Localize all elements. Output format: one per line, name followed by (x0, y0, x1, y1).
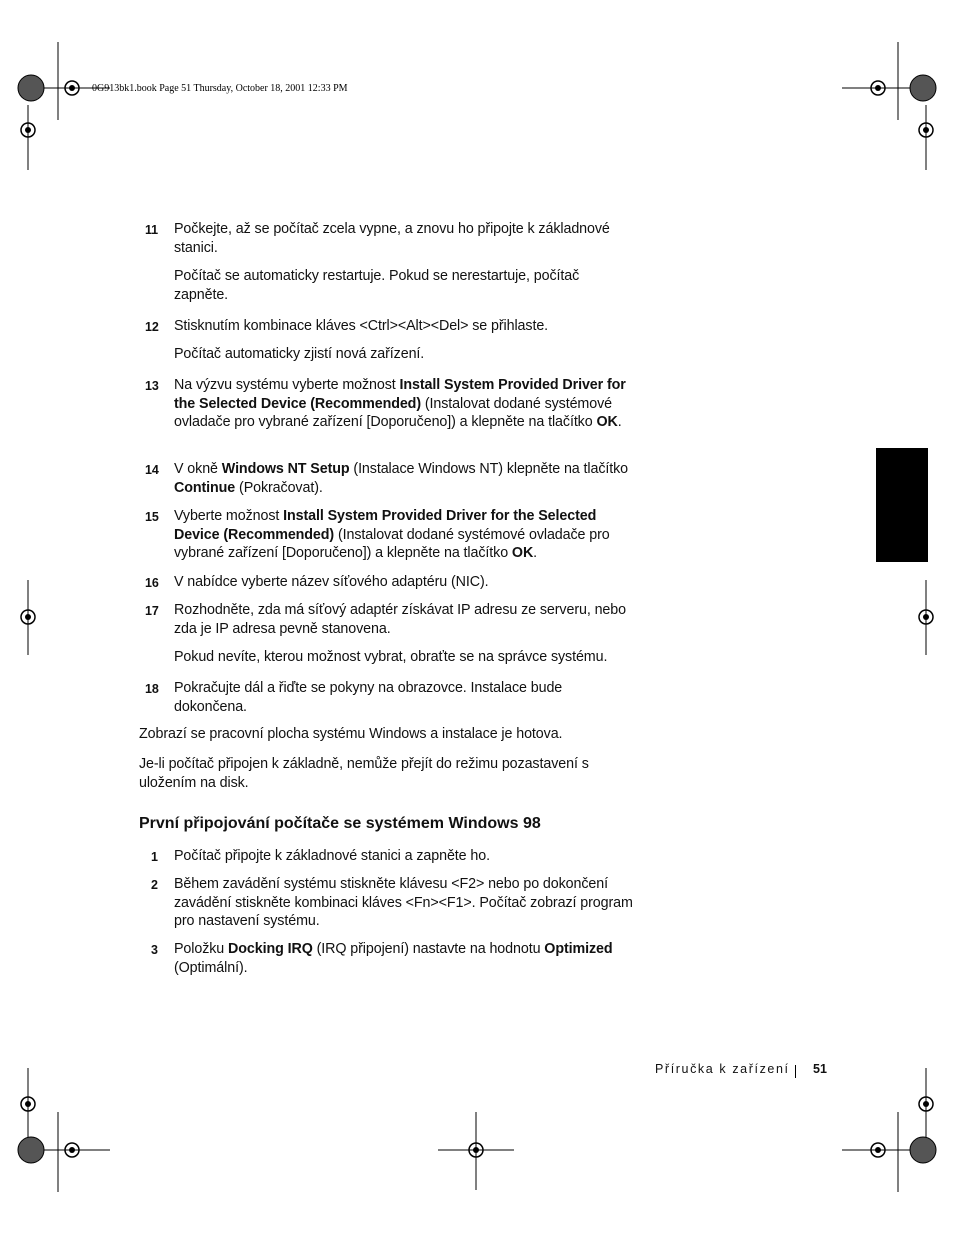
step-text: Počítač připojte k základnové stanici a zapněte ho. (174, 848, 490, 864)
step-number: 18 (145, 682, 159, 696)
step-number: 14 (145, 463, 159, 477)
step-3 (145, 940, 635, 977)
step-17-note: Pokud nevíte, kterou možnost vybrat, obraťte se na správce systému. (174, 649, 608, 665)
option-name: Install System Provided Driver for the Selected Device (Recommended) (174, 377, 626, 412)
page-number: 51 (813, 1062, 827, 1076)
step-text: Stisknutím kombinace kláves <Ctrl><Alt><Del> se přihlaste. (174, 318, 549, 334)
window-name: Windows NT Setup (221, 461, 350, 477)
step-number: 13 (145, 379, 159, 393)
button-name: OK (596, 414, 618, 431)
footer-divider (795, 1065, 796, 1078)
step-number: 17 (145, 604, 159, 618)
step-11 (145, 220, 635, 257)
step-number: 11 (145, 223, 159, 237)
step-13 (145, 376, 635, 432)
section-tab (876, 448, 928, 562)
step-12 (145, 317, 635, 336)
section-heading: První připojování počítače se systémem Windows 98 (139, 815, 541, 832)
step-text: V nabídce vyberte název síťového adaptéru (NIC). (174, 574, 489, 590)
option-name: Install System Provided Driver for the Selected Device (Recommended) (174, 508, 597, 543)
step-number: 1 (151, 850, 158, 864)
step-number: 3 (151, 943, 158, 957)
step-15 (145, 507, 635, 563)
setting-value: Optimized (544, 941, 613, 957)
paragraph: Je-li počítač připojen k základně, nemůže přejít do režimu pozastavení s uložením na disk. (139, 756, 589, 791)
step-number: 15 (145, 510, 159, 524)
step-number: 12 (145, 320, 159, 334)
step-number: 2 (151, 878, 158, 892)
setting-name: Docking IRQ (228, 941, 313, 957)
step-text: Během zavádění systému stiskněte klávesu <F2> nebo po dokončení zavádění stiskněte kombinaci kláves <Fn><F1>. Počítač zobrazí program pro nastavení systému. (174, 876, 633, 930)
step-text: Vyberte možnost Install System Provided Driver for the Selected Device (Recommended) (Instalovat dodané systémové ovladače pro vybrané zařízení [Doporučeno]) a klepněte na tlačítko OK. (174, 508, 610, 562)
step-text: Položku Docking IRQ (IRQ připojení) nastavte na hodnotu Optimized (Optimální). (174, 941, 613, 976)
button-name: Continue (174, 479, 236, 496)
step-12-note: Počítač automaticky zjistí nová zařízení. (174, 346, 425, 362)
step-text: Počkejte, až se počítač zcela vypne, a znovu ho připojte k základnové stanici. (174, 221, 610, 256)
step-16 (145, 573, 635, 592)
button-name: OK (511, 545, 534, 562)
step-number: 16 (145, 576, 159, 590)
step-text: V okně Windows NT Setup (Instalace Windows NT) klepněte na tlačítko Continue (Pokračovat). (174, 461, 629, 496)
step-text: Pokračujte dál a řiďte se pokyny na obrazovce. Instalace bude dokončena. (174, 680, 563, 715)
paragraph: Zobrazí se pracovní plocha systému Windows a instalace je hotova. (139, 726, 563, 742)
step-text: Na výzvu systému vyberte možnost Install System Provided Driver for the Selected Device (Recommended) (Instalovat dodané systémové ovladače pro vybrané zařízení [Doporučeno]) a klepněte na tlačítko OK. (174, 377, 626, 431)
step-14 (145, 460, 635, 497)
step-17 (145, 601, 635, 638)
step-2 (145, 875, 635, 931)
step-18 (145, 679, 635, 716)
print-header: 0G913bk1.book Page 51 Thursday, October 18, 2001 12:33 PM (92, 83, 348, 94)
step-11-note: Počítač se automaticky restartuje. Pokud se nerestartuje, počítač zapněte. (174, 268, 580, 303)
footer-title: Příručka k zařízení (655, 1062, 790, 1076)
step-text: Rozhodněte, zda má síťový adaptér získávat IP adresu ze serveru, nebo zda je IP adresa pevně stanovena. (174, 602, 626, 637)
step-1 (145, 847, 635, 866)
